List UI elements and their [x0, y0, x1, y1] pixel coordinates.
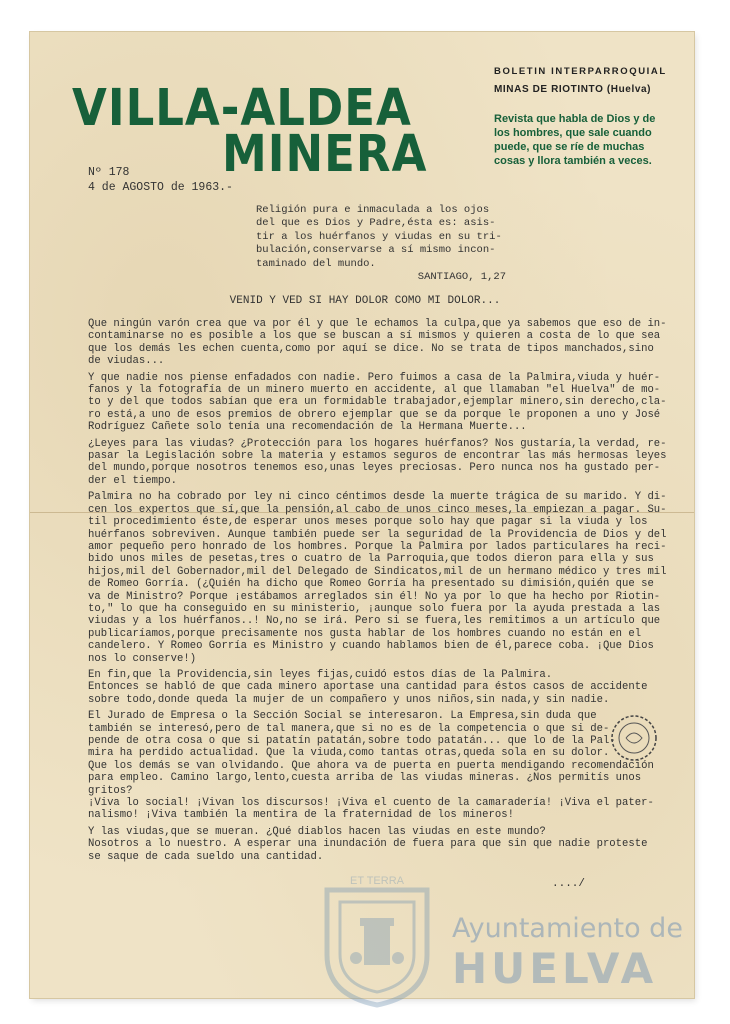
article-paragraph — [88, 438, 678, 488]
article-line: Y que nadie nos piense enfadados con nadie. Pero fuimos a casa de la Palmira,viuda y huér- — [88, 371, 661, 384]
article-line: El Jurado de Empresa o la Sección Social se interesaron. La Empresa,sin duda que — [88, 710, 597, 723]
article-paragraph — [88, 826, 678, 863]
article-paragraph — [88, 491, 678, 665]
article-paragraph — [88, 318, 678, 368]
article-line: to," lo que ha conseguido en su ministerio, ¡aunque solo fuera por la ayuda prestada a las — [88, 602, 661, 615]
epigraph-line: bulación,conservarse a sí mismo incon- — [256, 244, 496, 257]
round-stamp — [608, 712, 660, 764]
epigraph-line: taminado del mundo. — [256, 257, 376, 270]
article-line: que los demás les echen cuenta,como por aquí se dice. No se trata de tipos manchados,sino — [88, 342, 654, 355]
article-line: bido unos miles de pesetas,tres o cuatro de la Parroquia,que todos dieron para ella y sus — [88, 553, 654, 566]
epigraph-line: Religión pura e inmaculada a los ojos — [256, 204, 490, 216]
masthead-tagline: Revista que habla de Dios y de los hombres, que sale cuando puede, que se ríe de muchas cosas y llora también a veces. — [494, 113, 656, 167]
article-line: Que ningún varón crea que va por él y que le echamos la culpa,que ya sabemos que eso de in- — [88, 318, 667, 330]
article-line: nos lo conserve!) — [88, 652, 197, 665]
epigraph-line: del que es Dios y Padre,ésta es: asis- — [256, 217, 496, 230]
issue-number: Nº 178 — [88, 166, 130, 179]
article-line: mira ha perdido actualidad. Que la viuda,como tantas otras,queda sola en su dolor. — [88, 747, 610, 760]
article-line: cen los expertos que sí,que la pensión,al cabo de unos cinco meses,la empiezan a pagar. Su- — [88, 503, 667, 516]
article-line: En fin,que la Providencia,sin leyes fijas,cuidó estos días de la Palmira. — [88, 668, 553, 681]
watermark-line2: HUELVA — [452, 944, 658, 993]
article-line: Que los demás se van olvidando. Que ahora va de puerta en puerta mendigando recomendación — [88, 759, 654, 772]
article-line: también se interesó,pero de tal manera,que si no es de la competencia o que si de- — [88, 722, 610, 735]
epigraph — [256, 204, 506, 284]
article-line: Palmira no ha cobrado por ley ni cinco céntimos desde la muerte trágica de su marido. Y di- — [88, 491, 667, 504]
article-line: va de Ministro? Porque ¡estábamos arreglados sin él! No ya por lo que ha hecho por Riotin- — [88, 590, 661, 603]
article-line: der el tiempo. — [88, 474, 178, 487]
article-line: nalismo! ¡Viva también la mentira de la fraternidad de los mineros! — [88, 809, 514, 822]
article-line: se saque de cada sueldo una cantidad. — [88, 850, 324, 863]
article-line: de viudas... — [88, 355, 165, 368]
issue-date: 4 de AGOSTO de 1963.- — [88, 181, 233, 194]
seal-text: ET TERRA — [350, 875, 404, 887]
article-line: ¡Viva lo social! ¡Vivan los discursos! ¡Viva el cuento de la camaradería! ¡Viva el pater- — [88, 797, 654, 810]
article-paragraph — [88, 710, 678, 822]
article-line: pende de otra cosa o que si patatín patatán,sobre todo patatán... que lo de la Pal- — [88, 735, 616, 747]
article-line: hijos,mil del Gobernador,mil del Delegado de Sindicatos,mil de un hermano médico y tres mil — [88, 565, 667, 578]
article-line: pasar la Legislación sobre la materia y estamos seguros de encontrar las más hermosas leyes — [88, 450, 667, 463]
epigraph-source: SANTIAGO, 1,27 — [417, 271, 506, 284]
article-line: de Romeo Gorría. (¿Quién ha dicho que Romeo Gorría ha presentado su dimisión,quién que se — [88, 578, 654, 591]
article-line: huérfanos sobreviven. Aunque también puede ser la seguridad de la Providencia de Dios y del — [88, 528, 667, 541]
article-line: contaminarse no es posible a los que se buscan a sí mismos y quieren a costa de lo que sea — [88, 330, 661, 343]
article-line: del mundo,porque nosotros tenemos eso,unas leyes preciosas. Pero nunca nos ha gustado per- — [88, 462, 661, 475]
article-paragraph — [88, 669, 678, 706]
article-line: viudas y a los huérfanos..! No,no se irá. Pero si se fuera,les remitimos a un artículo que — [88, 615, 661, 628]
city-seal-watermark — [312, 870, 442, 1010]
article-line: ro está,a uno de esos premios de obrero ejemplar que se da porque le proponen a uno y José — [88, 408, 661, 421]
article-line: publicaríamos,porque precisamente nos gusta hablar de los hombres cuando no están en el — [88, 627, 642, 640]
article-line: Entonces se habló de que cada minero aportase una cantidad para éstos casos de accidente — [88, 681, 648, 694]
watermark-line1: Ayuntamiento de — [452, 913, 683, 944]
article-paragraph — [88, 372, 678, 434]
bulletin-place: MINAS DE RIOTINTO (Huelva) — [494, 84, 652, 95]
article-line: to y del que todos sabían que era un formidable trabajador,ejemplar minero,sin derecho,cla- — [88, 396, 667, 409]
article-line: Nosotros a lo nuestro. A esperar una inundación de fuera para que sin que nadie proteste — [88, 838, 648, 851]
article-body — [88, 318, 678, 867]
continuation-mark: ..../ — [552, 878, 586, 890]
article-line: sobre todo,donde queda la mujer de un compañero y unos niños,sin nada,y sin nadie. — [88, 693, 610, 706]
masthead-title-line1: VILLA-ALDEA — [72, 78, 412, 138]
article-line: Y las viudas,que se mueran. ¿Qué diablos hacen las viudas en este mundo? — [88, 825, 546, 838]
article-line: candelero. Y Romeo Gorría es Ministro y cuando hablamos bien de él,parece coba. ¡Que Dios — [88, 640, 654, 653]
article-line: til procedimiento éste,de esperar unos meses porque solo hay que pagar si la viuda y los — [88, 516, 648, 529]
article-line: gritos? — [88, 784, 133, 797]
bulletin-label: BOLETIN INTERPARROQUIAL — [494, 66, 667, 77]
article-line: Rodríguez Cañete solo tenía una recomendación de la Hermana Muerte... — [88, 421, 527, 434]
article-line: para empleo. Camino largo,lento,cuesta arriba de las viudas mineras. ¿Nos permitís unos — [88, 772, 642, 785]
epigraph-line: tir a los huérfanos y viudas en su tri- — [256, 230, 502, 243]
article-line: amor pequeño pero honrado de los hombres. Porque la Palmira por lados particulares ha reci- — [88, 540, 667, 553]
article-line: ¿Leyes para las viudas? ¿Protección para los hogares huérfanos? Nos gustaría,la verdad, re- — [88, 437, 667, 450]
masthead-title-line2: MINERA — [222, 124, 428, 184]
article-line: fanos y la fotografía de un minero muerto en accidente, al que llamaban "el Huelva" de mo- — [88, 384, 661, 397]
article-heading: VENID Y VED SI HAY DOLOR COMO MI DOLOR... — [229, 295, 501, 307]
